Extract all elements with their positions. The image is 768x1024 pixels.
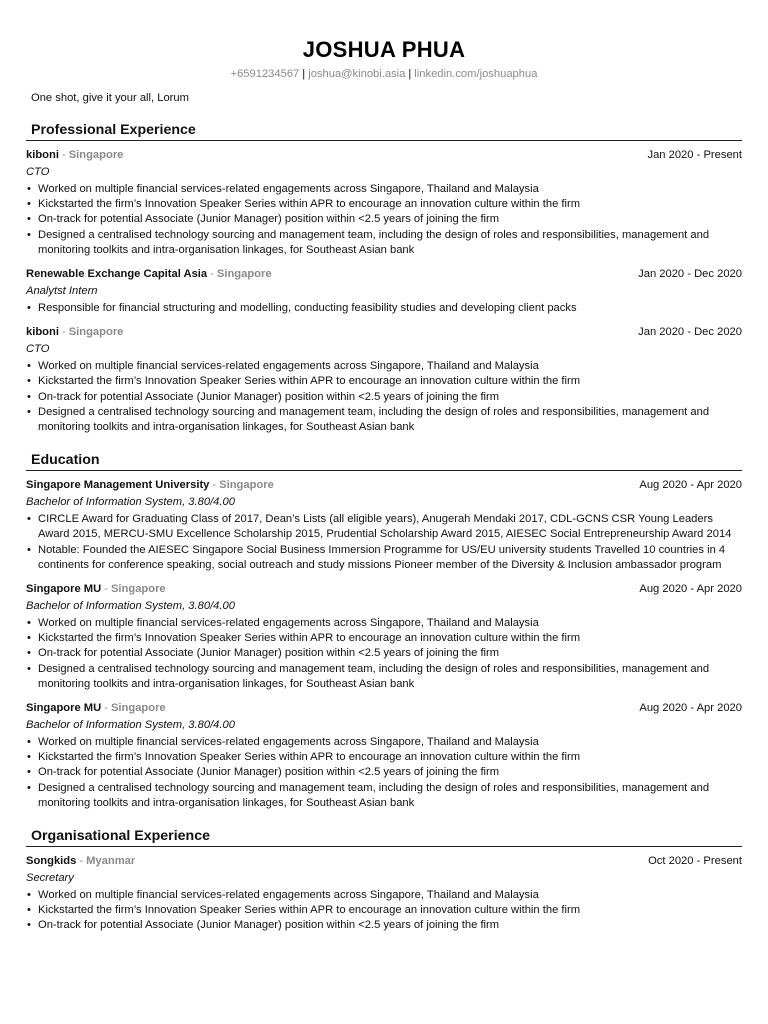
resume-sections xyxy=(26,121,742,934)
contact-separator: | xyxy=(408,68,412,80)
section-title: Professional Experience xyxy=(26,121,742,141)
resume-entry xyxy=(26,478,742,573)
bullet-item: • On-track for potential Associate (Junior Manager) position within <2.5 years of joining the firm xyxy=(26,646,742,661)
bullet-item: • Kickstarted the firm’s Innovation Speaker Series within APR to encourage an innovation culture within the firm xyxy=(26,374,742,389)
location-dash: - xyxy=(61,326,66,339)
organization-name: Singapore Management University xyxy=(26,479,210,492)
bullet-item: • Kickstarted the firm’s Innovation Speaker Series within APR to encourage an innovation culture within the firm xyxy=(26,197,742,212)
entry-header xyxy=(26,478,742,492)
bullet-item: • Kickstarted the firm’s Innovation Speaker Series within APR to encourage an innovation culture within the firm xyxy=(26,750,742,765)
bullet-item: • On-track for potential Associate (Junior Manager) position within <2.5 years of joining the firm xyxy=(26,390,742,405)
linkedin-url: linkedin.com/joshuaphua xyxy=(414,68,538,80)
bullet-list xyxy=(26,616,742,692)
resume-section xyxy=(26,451,742,811)
bullet-item: • Worked on multiple financial services-related engagements across Singapore, Thailand and Malaysia xyxy=(26,888,742,903)
candidate-name: JOSHUA PHUA xyxy=(302,37,466,62)
bullet-item: • Designed a centralised technology sourcing and management team, including the design of roles and responsibilities, management and monitoring toolkits and intra-organisation linkages, for Southeast Asian bank xyxy=(26,405,742,435)
entry-header xyxy=(26,267,742,281)
bullet-item: • Designed a centralised technology sourcing and management team, including the design of roles and responsibilities, management and monitoring toolkits and intra-organisation linkages, for Southeast Asian bank xyxy=(26,781,742,811)
resume-entry xyxy=(26,148,742,258)
role-title: Analytst Intern xyxy=(26,285,98,298)
date-range: Oct 2020 - Present xyxy=(648,855,742,868)
resume-entry xyxy=(26,267,742,316)
bullet-item: • On-track for potential Associate (Junior Manager) position within <2.5 years of joining the firm xyxy=(26,212,742,227)
resume-entry xyxy=(26,854,742,934)
email-address: joshua@kinobi.asia xyxy=(308,68,406,80)
resume-entry xyxy=(26,701,742,811)
objective-statement: One shot, give it your all, Lorum xyxy=(31,92,189,104)
date-range: Jan 2020 - Present xyxy=(647,149,742,161)
organization-name: Singapore MU xyxy=(26,702,102,715)
entry-header xyxy=(26,854,742,868)
organization-name: Singapore MU xyxy=(26,583,102,596)
location: Singapore xyxy=(110,583,166,596)
location-dash: - xyxy=(61,149,66,161)
location-dash: - xyxy=(210,268,214,281)
bullet-item: • Designed a centralised technology sourcing and management team, including the design of roles and responsibilities, management and monitoring toolkits and intra-organisation linkages, for Southeast Asian bank xyxy=(26,662,742,692)
bullet-list xyxy=(26,182,742,258)
bullet-list xyxy=(26,301,742,316)
role-title: Bachelor of Information System, 3.80/4.00 xyxy=(26,600,235,613)
bullet-item: • CIRCLE Award for Graduating Class of 2017, Dean’s Lists (all eligible years), Anugerah Mendaki 2017, CDL-GCNS CSR Young Leaders Award 2015, MERCU-SMU Excellence Scholarship 2015, Prudential Scholarship Award 2015, AIESEC Social Entrepreneurship Award 2014 xyxy=(26,512,742,542)
entry-header xyxy=(26,582,742,596)
organization-name: kiboni xyxy=(26,326,59,339)
entry-header xyxy=(26,701,742,715)
entry-org-location xyxy=(26,701,166,715)
role-title: Bachelor of Information System, 3.80/4.00 xyxy=(26,719,235,732)
bullet-item: • Responsible for financial structuring and modelling, conducting feasibility studies and developing client packs xyxy=(26,301,742,316)
entry-org-location xyxy=(26,854,135,868)
location: Singapore xyxy=(219,479,274,492)
entry-org-location xyxy=(26,325,123,339)
contact-line xyxy=(26,67,742,81)
bullet-item: • Worked on multiple financial services-related engagements across Singapore, Thailand and Malaysia xyxy=(26,182,742,197)
location-dash: - xyxy=(79,855,84,868)
role-title: CTO xyxy=(26,343,50,356)
bullet-item: • Worked on multiple financial services-related engagements across Singapore, Thailand and Malaysia xyxy=(26,359,742,374)
section-title: Education xyxy=(26,451,742,471)
entry-org-location xyxy=(26,478,274,492)
entry-header xyxy=(26,148,742,162)
location-dash: - xyxy=(212,479,217,492)
entry-header xyxy=(26,325,742,339)
date-range: Jan 2020 - Dec 2020 xyxy=(638,326,742,339)
bullet-item: • Designed a centralised technology sourcing and management team, including the design of roles and responsibilities, management and monitoring toolkits and intra-organisation linkages, for Southeast Asian bank xyxy=(26,228,742,258)
bullet-item: • Kickstarted the firm’s Innovation Speaker Series within APR to encourage an innovation culture within the firm xyxy=(26,903,742,918)
role-title: CTO xyxy=(26,166,50,178)
bullet-item: • On-track for potential Associate (Junior Manager) position within <2.5 years of joining the firm xyxy=(26,765,742,780)
date-range: Jan 2020 - Dec 2020 xyxy=(638,268,742,281)
bullet-list xyxy=(26,735,742,811)
location-dash: - xyxy=(104,702,108,715)
bullet-item: • Notable: Founded the AIESEC Singapore Social Business Immersion Programme for US/EU university students Travelled 10 countries in 4 continents for conference speaking, social outreach and study missions Pioneer member of the Diversity & Inclusion ambassador program xyxy=(26,543,742,573)
bullet-item: • On-track for potential Associate (Junior Manager) position within <2.5 years of joining the firm xyxy=(26,918,742,933)
organization-name: Songkids xyxy=(26,855,77,868)
location: Myanmar xyxy=(86,855,136,868)
location: Singapore xyxy=(68,149,124,161)
entry-org-location xyxy=(26,582,166,596)
bullet-item: • Worked on multiple financial services-related engagements across Singapore, Thailand and Malaysia xyxy=(26,735,742,750)
bullet-list xyxy=(26,359,742,435)
entry-org-location xyxy=(26,267,272,281)
organization-name: kiboni xyxy=(26,149,59,161)
bullet-item: • Kickstarted the firm’s Innovation Speaker Series within APR to encourage an innovation culture within the firm xyxy=(26,631,742,646)
bullet-item: • Worked on multiple financial services-related engagements across Singapore, Thailand and Malaysia xyxy=(26,616,742,631)
bullet-list xyxy=(26,512,742,573)
bullet-list xyxy=(26,888,742,934)
location: Singapore xyxy=(68,326,124,339)
resume-entry xyxy=(26,325,742,435)
location: Singapore xyxy=(216,268,272,281)
section-title: Organisational Experience xyxy=(26,827,742,847)
date-range: Aug 2020 - Apr 2020 xyxy=(639,583,742,596)
resume-section xyxy=(26,121,742,435)
location: Singapore xyxy=(110,702,166,715)
contact-separator: | xyxy=(302,68,306,80)
resume-section xyxy=(26,827,742,934)
entry-org-location xyxy=(26,148,123,162)
location-dash: - xyxy=(104,583,108,596)
phone-number: +6591234567 xyxy=(230,68,300,80)
date-range: Aug 2020 - Apr 2020 xyxy=(639,479,742,492)
date-range: Aug 2020 - Apr 2020 xyxy=(639,702,742,715)
organization-name: Renewable Exchange Capital Asia xyxy=(26,268,208,281)
resume-entry xyxy=(26,582,742,692)
role-title: Secretary xyxy=(26,872,74,885)
role-title: Bachelor of Information System, 3.80/4.00 xyxy=(26,496,235,509)
